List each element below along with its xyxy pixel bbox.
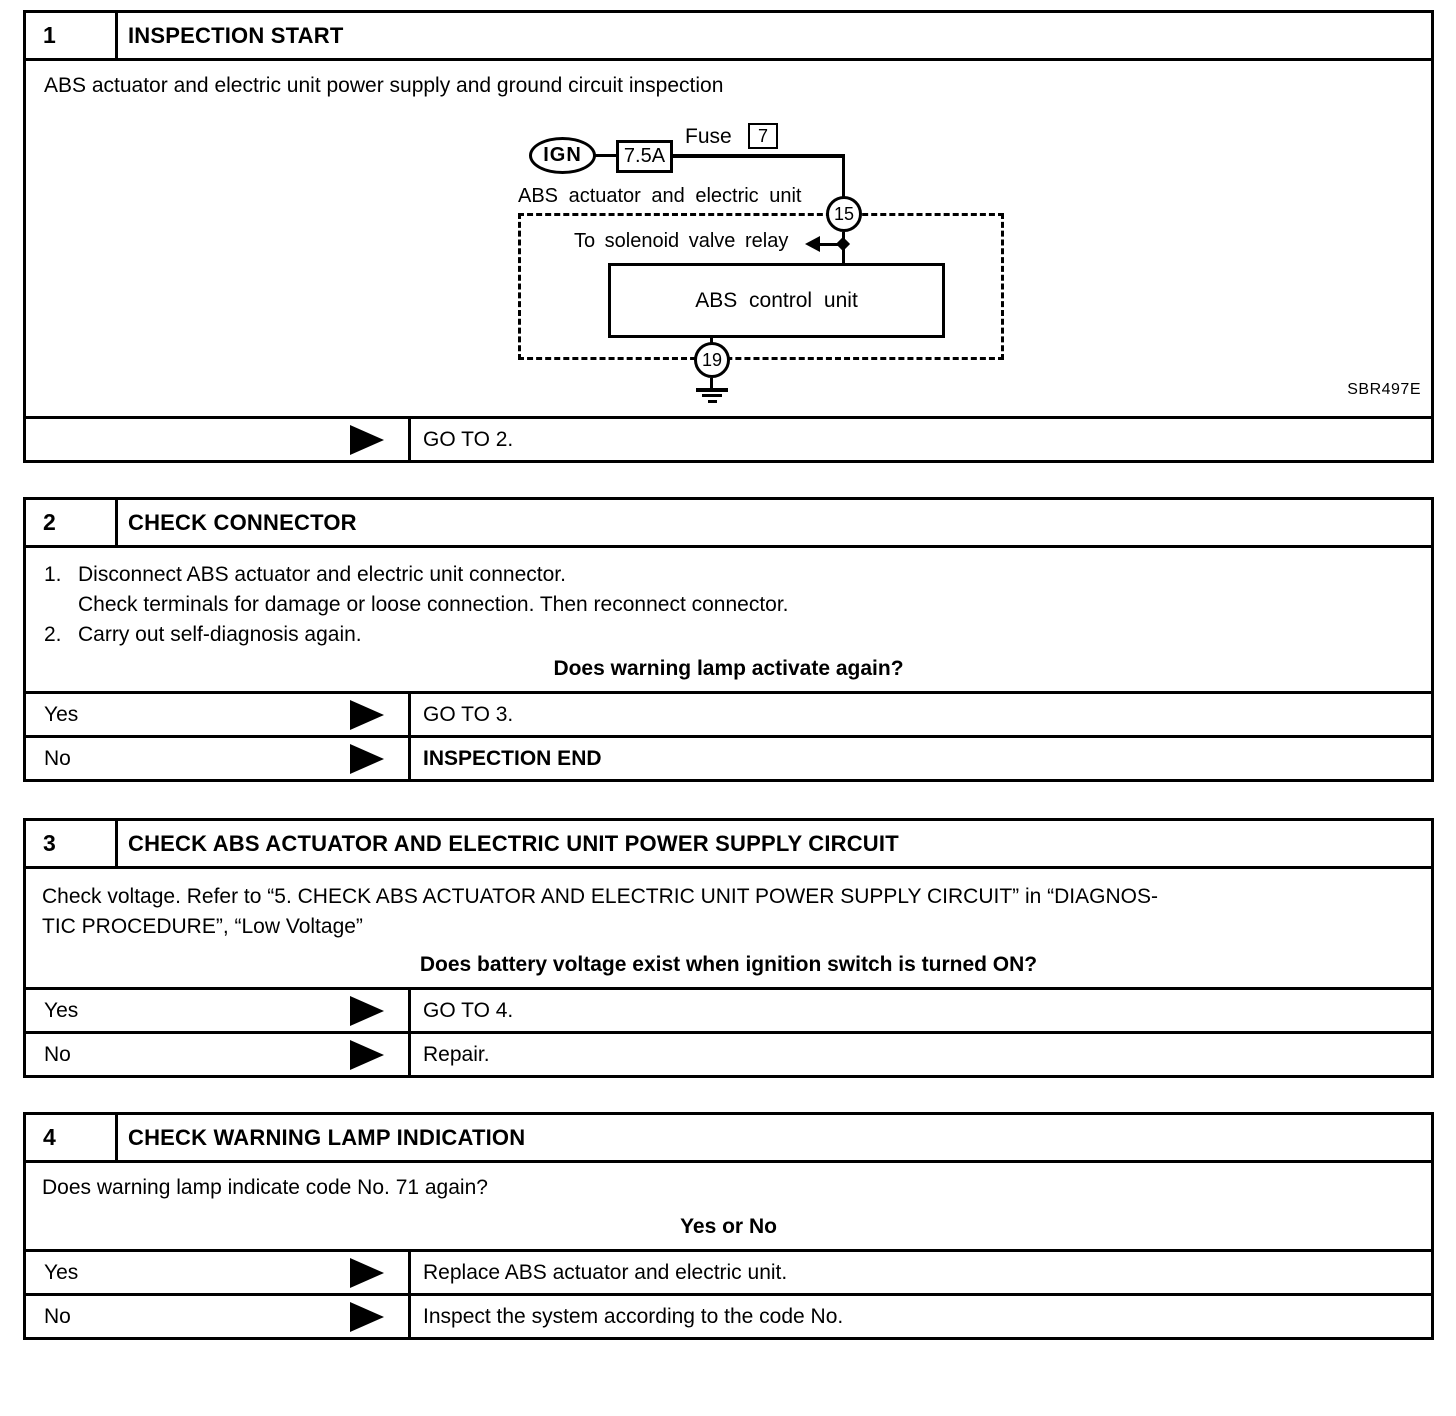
list-item-text: Disconnect ABS actuator and electric unit connector. [78, 563, 566, 586]
step-3-body [26, 869, 1431, 987]
abs-unit-label: ABS actuator and electric unit [518, 185, 802, 207]
result-arrow-icon [350, 1302, 384, 1332]
step-title: CHECK WARNING LAMP INDICATION [128, 1124, 526, 1150]
result-condition-cell [26, 1296, 411, 1337]
ground-icon [702, 394, 722, 397]
step-title: CHECK ABS ACTUATOR AND ELECTRIC UNIT POWER SUPPLY CIRCUIT [128, 830, 899, 856]
result-condition-label: Yes [44, 702, 79, 726]
wire-fuse-run [670, 154, 845, 158]
step-3-box [23, 818, 1434, 1078]
ignition-source-node: IGN [529, 137, 596, 174]
result-condition-label: No [44, 746, 71, 770]
list-item-number: 2. [44, 623, 62, 646]
result-row [26, 691, 1431, 735]
result-row [26, 735, 1431, 779]
result-row [26, 1031, 1431, 1075]
result-arrow-icon [350, 996, 384, 1026]
step-number: 2 [26, 500, 118, 545]
step-title: INSPECTION START [128, 22, 344, 48]
result-condition-label: Yes [44, 998, 79, 1022]
step-1-box [23, 10, 1434, 463]
result-condition-label: Yes [44, 1260, 79, 1284]
list-item-text: Carry out self-diagnosis again. [78, 623, 362, 646]
step-4-description: Does warning lamp indicate code No. 71 again? [42, 1176, 488, 1199]
step-number: 4 [26, 1115, 118, 1160]
result-condition-label: No [44, 1304, 71, 1328]
result-row [26, 987, 1431, 1031]
result-condition-label: No [44, 1042, 71, 1066]
step-3-title-row [26, 821, 1431, 869]
result-condition-cell [26, 419, 411, 460]
fuse-number-box: 7 [748, 123, 778, 149]
list-item-number: 1. [44, 563, 62, 586]
relay-label: To solenoid valve relay [574, 230, 789, 252]
step-number: 3 [26, 821, 118, 866]
procedure-list [26, 548, 1431, 650]
result-condition-cell [26, 738, 411, 779]
ground-icon [696, 388, 728, 392]
result-row [26, 416, 1431, 460]
step-3-description-line1: Check voltage. Refer to “5. CHECK ABS ACTUATOR AND ELECTRIC UNIT POWER SUPPLY CIRCUIT” in “DIAGNOS- [42, 885, 1158, 908]
terminal-19-node: 19 [694, 342, 730, 378]
step-2-box [23, 497, 1434, 782]
step-1-title-row [26, 13, 1431, 61]
result-condition-cell [26, 1252, 411, 1293]
result-arrow-icon [350, 1258, 384, 1288]
step-1-description: ABS actuator and electric unit power supply and ground circuit inspection [44, 74, 724, 97]
step-4-box [23, 1112, 1434, 1340]
result-action: GO TO 4. [423, 998, 514, 1022]
list-item [44, 560, 1413, 590]
step-3-description-line2: TIC PROCEDURE”, “Low Voltage” [42, 915, 363, 938]
result-condition-cell [26, 694, 411, 735]
fuse-rating-box: 7.5A [616, 140, 673, 173]
wire-ign-to-fuse [593, 154, 618, 157]
step-2-title-row [26, 500, 1431, 548]
terminal-15-node: 15 [826, 196, 862, 232]
result-action: Replace ABS actuator and electric unit. [423, 1260, 788, 1284]
result-arrow-icon [350, 425, 384, 455]
result-action: GO TO 3. [423, 702, 514, 726]
step-1-body [26, 61, 1431, 416]
result-action: GO TO 2. [423, 427, 514, 451]
fuse-label: Fuse [685, 125, 732, 148]
decision-question: Yes or No [680, 1215, 777, 1238]
result-condition-cell [26, 1034, 411, 1075]
step-title: CHECK CONNECTOR [128, 509, 357, 535]
wire-terminal19-to-ground [710, 378, 713, 388]
result-arrow-icon [350, 1040, 384, 1070]
result-action: INSPECTION END [423, 746, 602, 770]
decision-question: Does battery voltage exist when ignition switch is turned ON? [419, 953, 1038, 976]
step-2-body [26, 548, 1431, 691]
result-arrow-icon [350, 744, 384, 774]
list-item-continuation: Check terminals for damage or loose connection. Then reconnect connector. [78, 593, 789, 616]
result-arrow-icon [350, 700, 384, 730]
decision-question: Does warning lamp activate again? [553, 657, 904, 680]
ground-icon [708, 400, 717, 403]
result-condition-cell [26, 990, 411, 1031]
result-row [26, 1293, 1431, 1337]
list-item [44, 620, 1413, 650]
abs-control-unit-box: ABS control unit [608, 263, 945, 338]
figure-code: SBR497E [1347, 381, 1421, 398]
result-row [26, 1249, 1431, 1293]
step-4-body [26, 1163, 1431, 1249]
relay-branch-wire [820, 243, 842, 246]
step-4-title-row [26, 1115, 1431, 1163]
relay-arrow-icon [805, 236, 820, 252]
result-action: Repair. [423, 1042, 490, 1066]
result-action: Inspect the system according to the code No. [423, 1304, 844, 1328]
step-number: 1 [26, 13, 118, 58]
wire-down-to-terminal [842, 156, 845, 198]
